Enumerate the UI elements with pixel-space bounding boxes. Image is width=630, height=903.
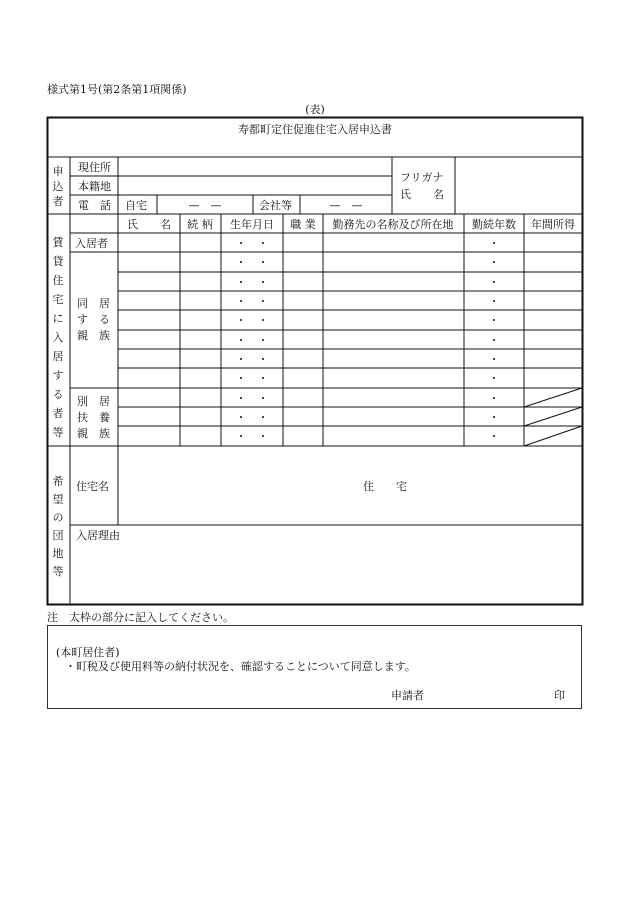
birthdate-dots: ・ ・ [235, 276, 269, 289]
residents-label-8: す [52, 369, 64, 382]
home-phone-dashes: — — [188, 199, 222, 212]
years-dot: ・ [488, 430, 500, 443]
side-label: (表) [305, 103, 325, 116]
applicant-label-2: 込 [52, 180, 64, 193]
residents-label-7: 居 [52, 350, 64, 363]
separate-label-1: 別 居 [77, 395, 110, 408]
applicant-signature-label: 申請者 [391, 689, 424, 702]
years-dot: ・ [488, 372, 500, 385]
consent-heading: (本町居住者) [56, 646, 120, 659]
occupant-label: 入居者 [75, 237, 108, 250]
birthdate-dots: ・ ・ [235, 237, 269, 250]
years-dot: ・ [488, 276, 500, 289]
desired-label-3: の [52, 511, 64, 524]
form-reference: 様式第1号(第2条第1項関係) [47, 83, 187, 96]
birthdate-dots: ・ ・ [235, 353, 269, 366]
seal-label: 印 [554, 689, 565, 702]
years-dot: ・ [488, 314, 500, 327]
name-label: 氏 名 [400, 188, 444, 201]
birthdate-dots: ・ ・ [235, 430, 269, 443]
years-dot: ・ [488, 237, 500, 250]
header-employer: 勤務先の名称及び所在地 [332, 218, 454, 231]
header-annual-income: 年間所得 [531, 218, 575, 231]
phone-label: 電 話 [78, 199, 111, 212]
residents-label-2: 貸 [52, 255, 64, 268]
header-years-employed: 勤続年数 [472, 218, 516, 231]
cohabiting-label-2: す る [77, 313, 110, 326]
residents-label-5: に [52, 312, 64, 325]
form-outer-border [48, 118, 583, 605]
birthdate-dots: ・ ・ [235, 334, 269, 347]
housing-name-label: 住宅名 [76, 480, 109, 493]
birthdate-dots: ・ ・ [235, 314, 269, 327]
birthdate-dots: ・ ・ [235, 411, 269, 424]
residents-label-3: 住 [52, 274, 64, 287]
registered-domicile-label: 本籍地 [78, 180, 111, 193]
cohabiting-label-3: 親 族 [77, 329, 110, 342]
consent-text: ・町税及び使用料等の納付状況を、確認することについて同意します。 [65, 660, 416, 673]
desired-label-5: 地 [52, 547, 64, 560]
residents-grid [47, 214, 582, 446]
years-dot: ・ [488, 256, 500, 269]
consent-box [47, 625, 582, 709]
desired-label-1: 希 [52, 475, 64, 488]
form-note: 注 太枠の部分に記入してください。 [47, 611, 234, 624]
separate-label-2: 扶 養 [77, 411, 110, 424]
move-reason-label: 入居理由 [76, 529, 120, 542]
cohabiting-label-1: 同 居 [77, 297, 110, 310]
years-dot: ・ [488, 353, 500, 366]
birthdate-dots: ・ ・ [235, 256, 269, 269]
furigana-label: フリガナ [400, 171, 444, 184]
birthdate-dots: ・ ・ [235, 295, 269, 308]
company-phone-label: 会社等 [259, 199, 292, 212]
residents-label-4: 宅 [52, 293, 64, 306]
residents-label-10: 者 [52, 407, 64, 420]
row-dots [236, 237, 500, 443]
header-relation: 続 柄 [187, 218, 213, 231]
residents-label-9: る [52, 388, 64, 401]
desired-label-4: 団 [52, 529, 64, 542]
years-dot: ・ [488, 411, 500, 424]
header-name: 氏 名 [127, 218, 171, 231]
applicant-label-1: 申 [52, 165, 64, 178]
desired-label-6: 等 [52, 565, 64, 578]
birthdate-dots: ・ ・ [235, 392, 269, 405]
header-occupation: 職 業 [290, 218, 316, 231]
separate-label-3: 親 族 [77, 427, 110, 440]
current-address-label: 現住所 [78, 161, 111, 174]
header-birthdate: 生年月日 [230, 218, 274, 231]
birthdate-dots: ・ ・ [235, 372, 269, 385]
residents-label-11: 等 [52, 426, 64, 439]
company-phone-dashes: — — [329, 199, 363, 212]
years-dot: ・ [488, 295, 500, 308]
housing-suffix: 住 宅 [363, 480, 407, 493]
form-title: 寿都町定住促進住宅入居申込書 [238, 123, 392, 136]
home-phone-label: 自宅 [125, 199, 147, 212]
years-dot: ・ [488, 392, 500, 405]
years-dot: ・ [488, 334, 500, 347]
residents-label-1: 賃 [52, 236, 64, 249]
residents-label-6: 入 [52, 331, 64, 344]
desired-label-2: 望 [52, 493, 64, 506]
applicant-label-3: 者 [52, 195, 64, 208]
